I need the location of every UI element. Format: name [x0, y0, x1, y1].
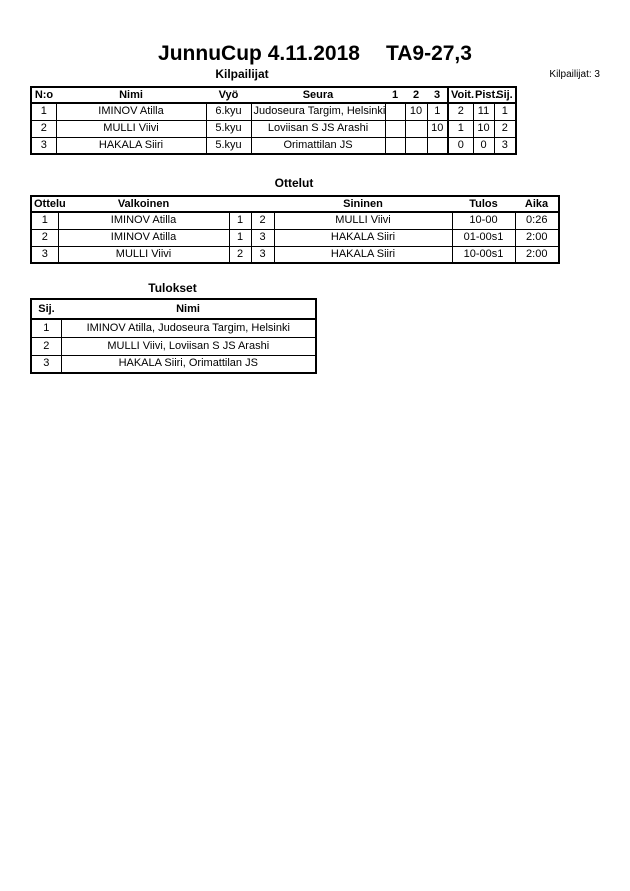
ottelut-section-title: Ottelut: [274, 176, 314, 190]
cell-vs3: [427, 137, 448, 154]
cell-voit: 1: [448, 120, 473, 137]
col-header-vyo: Vyö: [206, 87, 251, 103]
kilpailijat-section-title: Kilpailijat: [215, 67, 269, 81]
event-title: JunnuCup 4.11.2018: [158, 42, 360, 65]
cell-aika: 2:00: [515, 229, 559, 246]
cell-valkoinen: MULLI Viivi: [58, 246, 229, 263]
kilpailijat-row: [31, 120, 516, 137]
cell-sij: 1: [494, 103, 516, 120]
tulokset-header-row: [31, 299, 316, 319]
cell-sininen-number: 2: [251, 212, 274, 229]
cell-vs2: 10: [405, 103, 427, 120]
ottelut-table: [30, 195, 560, 264]
kilpailijat-table: [30, 86, 517, 155]
col-header-nimi: Nimi: [56, 87, 206, 103]
cell-pist: 0: [473, 137, 494, 154]
ottelut-row: [31, 246, 559, 263]
ottelut-header-row: [31, 196, 559, 212]
cell-valkoinen-number: 2: [229, 246, 251, 263]
cell-vs1: [385, 103, 405, 120]
cell-valkoinen: IMINOV Atilla: [58, 212, 229, 229]
cell-valkoinen-number: 1: [229, 229, 251, 246]
kilpailijat-header-row: [31, 87, 516, 103]
cell-nimi: MULLI Viivi: [56, 120, 206, 137]
category-title: TA9-27,3: [385, 42, 472, 65]
cell-tulos: 10-00s1: [452, 246, 515, 263]
cell-vs3: 10: [427, 120, 448, 137]
tulokset-row: [31, 355, 316, 373]
col-header-tulos: Tulos: [452, 196, 515, 212]
kilpailijat-row: [31, 137, 516, 154]
kilpailijat-row: [31, 103, 516, 120]
cell-sij: 2: [494, 120, 516, 137]
cell-no: 3: [31, 137, 56, 154]
col-header-aika: Aika: [515, 196, 559, 212]
cell-pist: 11: [473, 103, 494, 120]
cell-no: 2: [31, 120, 56, 137]
cell-nimi: HAKALA Siiri, Orimattilan JS: [61, 355, 316, 373]
tulokset-row: [31, 319, 316, 337]
page-title: [0, 43, 630, 65]
cell-pist: 10: [473, 120, 494, 137]
tulokset-row: [31, 337, 316, 355]
cell-sininen-number: 3: [251, 246, 274, 263]
cell-sij: 3: [31, 355, 61, 373]
cell-vyo: 5.kyu: [206, 137, 251, 154]
col-header-1: 1: [385, 87, 405, 103]
col-header-seura: Seura: [251, 87, 385, 103]
cell-seura: Judoseura Targim, Helsinki: [251, 103, 385, 120]
cell-vs2: [405, 120, 427, 137]
col-header-sij: Sij.: [494, 87, 516, 103]
col-header-match-numbers: [229, 196, 274, 212]
col-header-3: 3: [427, 87, 448, 103]
cell-sininen: MULLI Viivi: [274, 212, 452, 229]
cell-vs1: [385, 120, 405, 137]
cell-sij: 3: [494, 137, 516, 154]
competitors-count-label: Kilpailijat: 3: [549, 69, 600, 80]
col-header-ottelu: Ottelu: [31, 196, 58, 212]
tulokset-table: [30, 298, 317, 374]
cell-seura: Loviisan S JS Arashi: [251, 120, 385, 137]
cell-tulos: 01-00s1: [452, 229, 515, 246]
cell-sininen: HAKALA Siiri: [274, 229, 452, 246]
cell-voit: 2: [448, 103, 473, 120]
cell-aika: 0:26: [515, 212, 559, 229]
ottelut-row: [31, 229, 559, 246]
cell-vs2: [405, 137, 427, 154]
cell-sij: 2: [31, 337, 61, 355]
cell-voit: 0: [448, 137, 473, 154]
col-header-voit: Voit.: [448, 87, 473, 103]
tulokset-section-title: Tulokset: [148, 281, 197, 295]
cell-vs1: [385, 137, 405, 154]
col-header-sininen: Sininen: [274, 196, 452, 212]
cell-sininen: HAKALA Siiri: [274, 246, 452, 263]
col-header-2: 2: [405, 87, 427, 103]
cell-vyo: 5.kyu: [206, 120, 251, 137]
cell-no: 1: [31, 103, 56, 120]
col-header-pist: Pist.: [473, 87, 494, 103]
cell-nimi: IMINOV Atilla, Judoseura Targim, Helsinki: [61, 319, 316, 337]
cell-vs3: 1: [427, 103, 448, 120]
cell-tulos: 10-00: [452, 212, 515, 229]
cell-vyo: 6.kyu: [206, 103, 251, 120]
cell-ottelu: 2: [31, 229, 58, 246]
col-header-nimi: Nimi: [61, 299, 316, 319]
cell-valkoinen-number: 1: [229, 212, 251, 229]
col-header-no: N:o: [31, 87, 56, 103]
cell-ottelu: 3: [31, 246, 58, 263]
col-header-sij: Sij.: [31, 299, 61, 319]
col-header-valkoinen: Valkoinen: [58, 196, 229, 212]
cell-seura: Orimattilan JS: [251, 137, 385, 154]
cell-ottelu: 1: [31, 212, 58, 229]
cell-sininen-number: 3: [251, 229, 274, 246]
cell-valkoinen: IMINOV Atilla: [58, 229, 229, 246]
cell-aika: 2:00: [515, 246, 559, 263]
cell-nimi: MULLI Viivi, Loviisan S JS Arashi: [61, 337, 316, 355]
cell-nimi: IMINOV Atilla: [56, 103, 206, 120]
ottelut-row: [31, 212, 559, 229]
cell-sij: 1: [31, 319, 61, 337]
cell-nimi: HAKALA Siiri: [56, 137, 206, 154]
